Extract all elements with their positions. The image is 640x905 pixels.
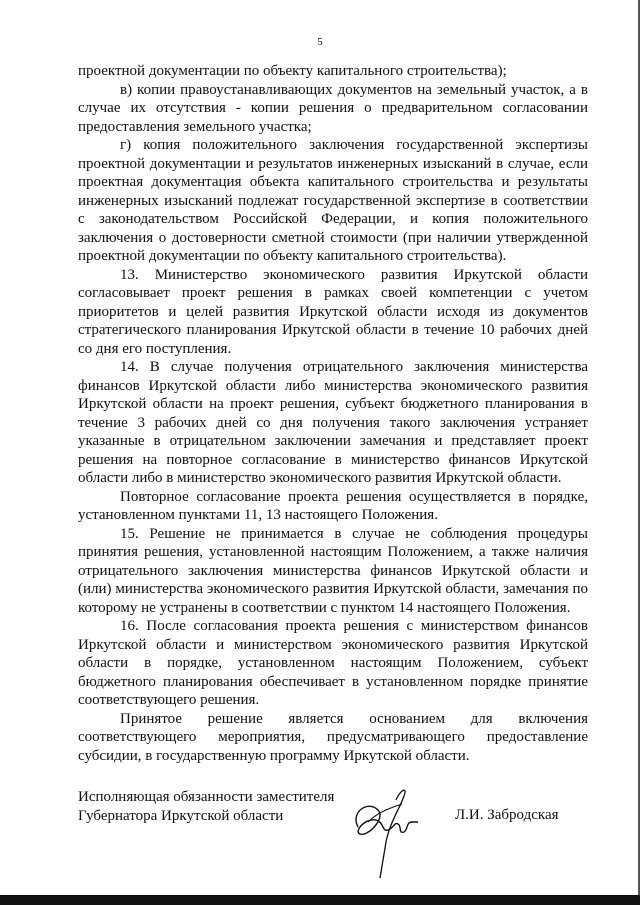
paragraph-item-v: в) копии правоустанавливающих документов на земельный участок, а в случае их отсутствия - копии решения о предварительном согласовании предоставления земельного участка; bbox=[78, 81, 588, 135]
handwritten-signature bbox=[338, 782, 438, 882]
paragraph-16: 16. После согласования проекта решения с министерством финансов Иркутской области и министерством экономического развития Иркутской области в порядке, установленном настоящим Положением, субъект бюджетного планирования обеспечивает в установленном порядке принятие соответствующего решения. bbox=[78, 618, 588, 708]
document-body bbox=[78, 62, 588, 765]
scan-edge-bottom bbox=[0, 895, 640, 905]
paragraph-14-repeat: Повторное согласование проекта решения осуществляется в порядке, установленном пунктами 11, 13 настоящего Положения. bbox=[78, 488, 588, 523]
signatory-name: Л.И. Забродская bbox=[455, 807, 559, 823]
paragraph-item-g: г) копия положительного заключения государственной экспертизы проектной документации и результатов инженерных изысканий в случае, если проектная документация объекта капитального строительства и результаты инженерных изысканий подлежат государственной экспертизе в соответствии с законодательством Российской Федерации, и копия положительного заключения о достоверности сметной стоимости (при наличии утвержденной проектной документации по объекту капитального строительства). bbox=[78, 137, 588, 264]
paragraph-14: 14. В случае получения отрицательного заключения министерства финансов Иркутской области либо министерства экономического развития Иркутской области на проект решения, субъект бюджетного планирования в течение 3 рабочих дней со дня получения такого заключения устраняет указанные в отрицательном заключении замечания и представляет проект решения на повторное согласование в министерство финансов Иркутской области либо в министерство экономического развития Иркутской области. bbox=[78, 359, 588, 486]
paragraph-15: 15. Решение не принимается в случае не соблюдения процедуры принятия решения, установленной настоящим Положением, а также наличия отрицательного заключения министерства финансов Иркутской области и (или) министерства экономического развития Иркутской области, замечания по которому не устранены в соответствии с пунктом 14 настоящего Положения. bbox=[78, 525, 588, 616]
paragraph-13: 13. Министерство экономического развития Иркутской области согласовывает проект решения в рамках своей компетенции с учетом приоритетов и целей развития Иркутской области исходя из документов стратегического планирования Иркутской области в течение 10 рабочих дней со дня его поступления. bbox=[78, 266, 588, 357]
signatory-position-line-2: Губернатора Иркутской области bbox=[78, 807, 284, 824]
signatory-position bbox=[78, 788, 334, 825]
page-number: 5 bbox=[317, 36, 323, 48]
paragraph-decision: Принятое решение является основанием для включения соответствующего мероприятия, предусматривающего предоставление субсидии, в государственную программу Иркутской области. bbox=[78, 710, 588, 764]
signatory-position-line-1: Исполняющая обязанности заместителя bbox=[78, 789, 335, 805]
paragraph-continuation: проектной документации по объекту капитального строительства); bbox=[78, 63, 507, 79]
